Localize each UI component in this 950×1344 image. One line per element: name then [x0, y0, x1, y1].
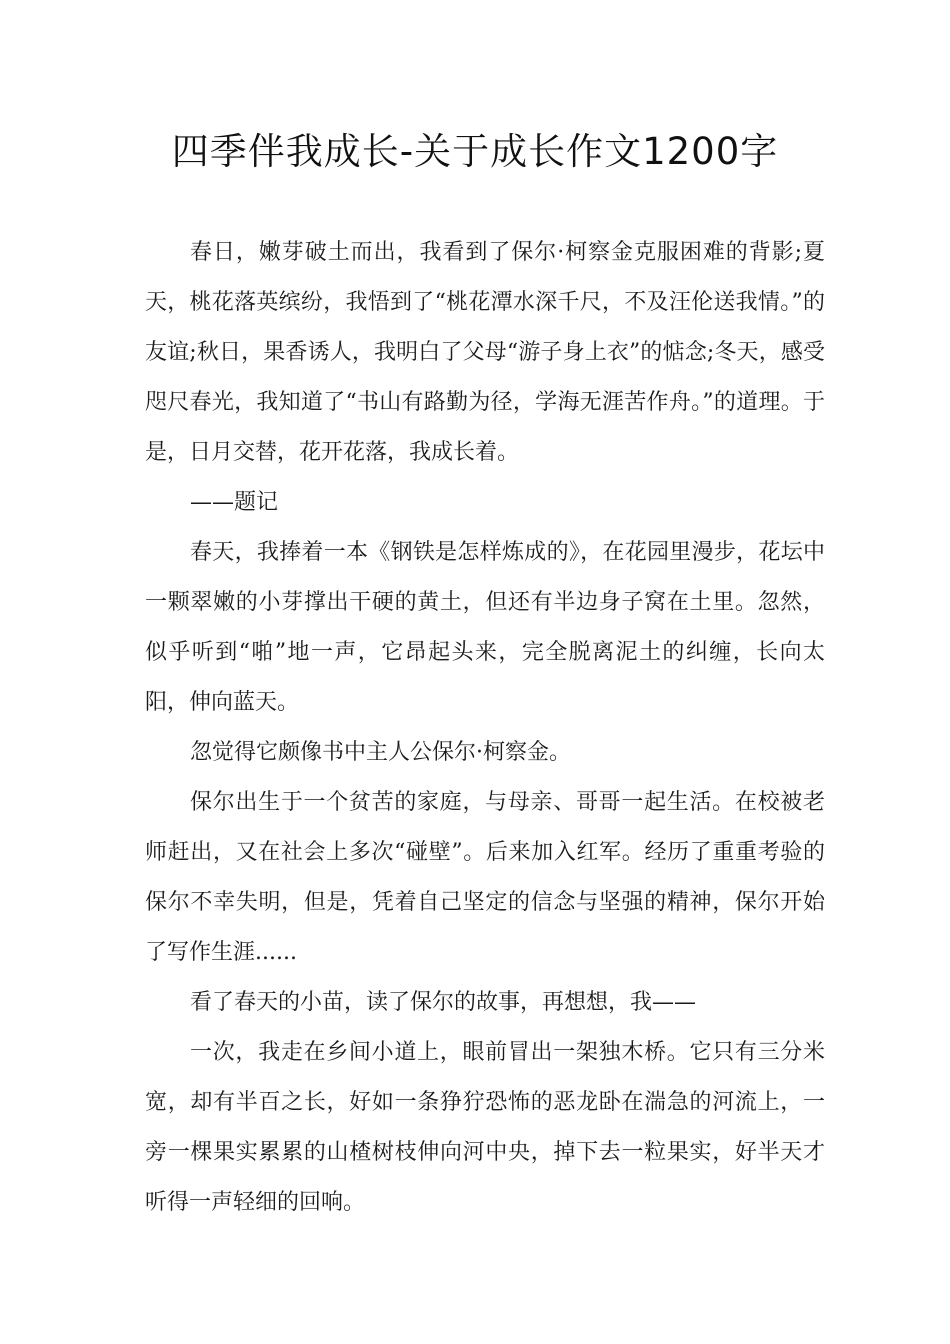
paragraph-intro: 春日，嫩芽破土而出，我看到了保尔·柯察金克服困难的背影;夏天，桃花落英缤纷，我悟到了“桃花潭水深千尺，不及汪伦送我情。”的友谊;秋日，果香诱人，我明白了父母“游子身上衣”的惦念;冬天，感受咫尺春光，我知道了“书山有路勤为径，学海无涯苦作舟。”的道理。于是，日月交替，花开花落，我成长着。 — [145, 240, 825, 465]
essay-body — [145, 228, 825, 1228]
page-title: 四季伴我成长-关于成长作文1200字 — [171, 130, 779, 173]
paragraph-pavel-story: 保尔出生于一个贫苦的家庭，与母亲、哥哥一起生活。在校被老师赶出，又在社会上多次“碰壁”。后来加入红军。经历了重重考验的保尔不幸失明，但是，凭着自己坚定的信念与坚强的精神，保尔开始了写作生涯...... — [145, 790, 825, 965]
paragraph-epigraph-note: ——题记 — [190, 490, 279, 515]
paragraph-pavel-compare: 忽觉得它颇像书中主人公保尔·柯察金。 — [190, 740, 571, 765]
paragraph-bridge: 一次，我走在乡间小道上，眼前冒出一架独木桥。它只有三分米宽，却有半百之长，好如一条狰狞恐怖的恶龙卧在湍急的河流上，一旁一棵果实累累的山楂树枝伸向河中央，掉下去一粒果实，好半天才听得一声轻细的回响。 — [145, 1040, 825, 1215]
paragraph-reflection: 看了春天的小苗，读了保尔的故事，再想想，我—— — [190, 990, 697, 1015]
paragraph-spring: 春天，我捧着一本《钢铁是怎样炼成的》，在花园里漫步，花坛中一颗翠嫩的小芽撑出干硬的黄土，但还有半边身子窝在土里。忽然，似乎听到“啪”地一声，它昂起头来，完全脱离泥土的纠缠，长向太阳，伸向蓝天。 — [145, 540, 825, 715]
